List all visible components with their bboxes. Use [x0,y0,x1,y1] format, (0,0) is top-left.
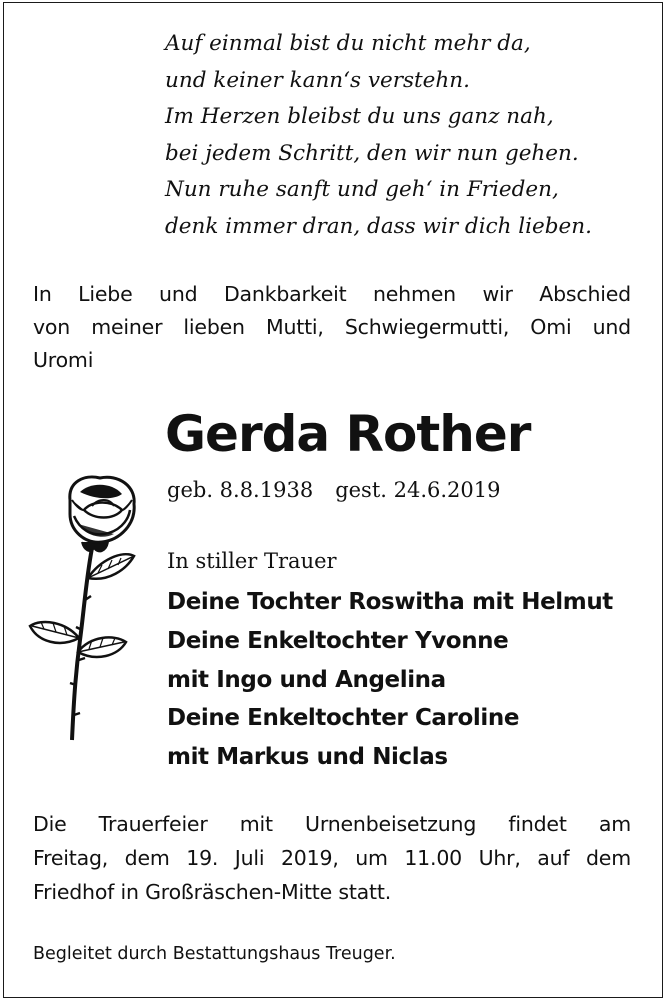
poem-line: Auf einmal bist du nicht mehr da, [165,31,531,56]
ceremony-line: Freitag, dem 19. Juli 2019, um 11.00 Uhr, auf dem [33,846,631,870]
ceremony-line: Die Trauerfeier mit Urnenbeisetzung findet am [33,812,631,836]
rose-icon [22,470,150,750]
ceremony-info [33,807,631,909]
poem-line: denk immer dran, dass wir dich lieben. [165,213,592,239]
poem-line: Im Herzen bleibst du uns ganz nah, [165,104,554,130]
mourning-label: In stiller Trauer [167,549,337,573]
poem [165,26,635,246]
birth-date: geb. 8.8.1938 [167,478,314,502]
mourner-line: mit Markus und Niclas [167,744,448,771]
intro-line: Uromi [33,348,94,372]
life-dates [167,475,501,505]
ceremony-line: Friedhof in Großräschen-Mitte statt. [33,880,392,904]
mourner-line: Deine Enkeltochter Yvonne [167,627,509,654]
mourners-list [167,583,613,777]
death-date: gest. 24.6.2019 [335,478,501,502]
undertaker-credit: Begleitet durch Bestattungshaus Treuger. [33,944,396,964]
poem-line: bei jedem Schritt, den wir nun gehen. [165,140,579,166]
poem-line: und keiner kann‘s verstehn. [165,67,470,93]
intro-line: von meiner lieben Mutti, Schwiegermutti, Omi und [33,315,631,339]
deceased-name: Gerda Rother [165,405,531,463]
mourner-line: Deine Enkeltochter Caroline [167,705,520,732]
poem-line: Nun ruhe sanft und geh‘ in Frieden, [165,177,559,203]
intro-line: In Liebe und Dankbarkeit nehmen wir Abschied [33,282,631,306]
mourner-line: mit Ingo und Angelina [167,666,446,693]
mourner-line: Deine Tochter Roswitha mit Helmut [167,589,613,615]
farewell-intro [33,278,631,377]
